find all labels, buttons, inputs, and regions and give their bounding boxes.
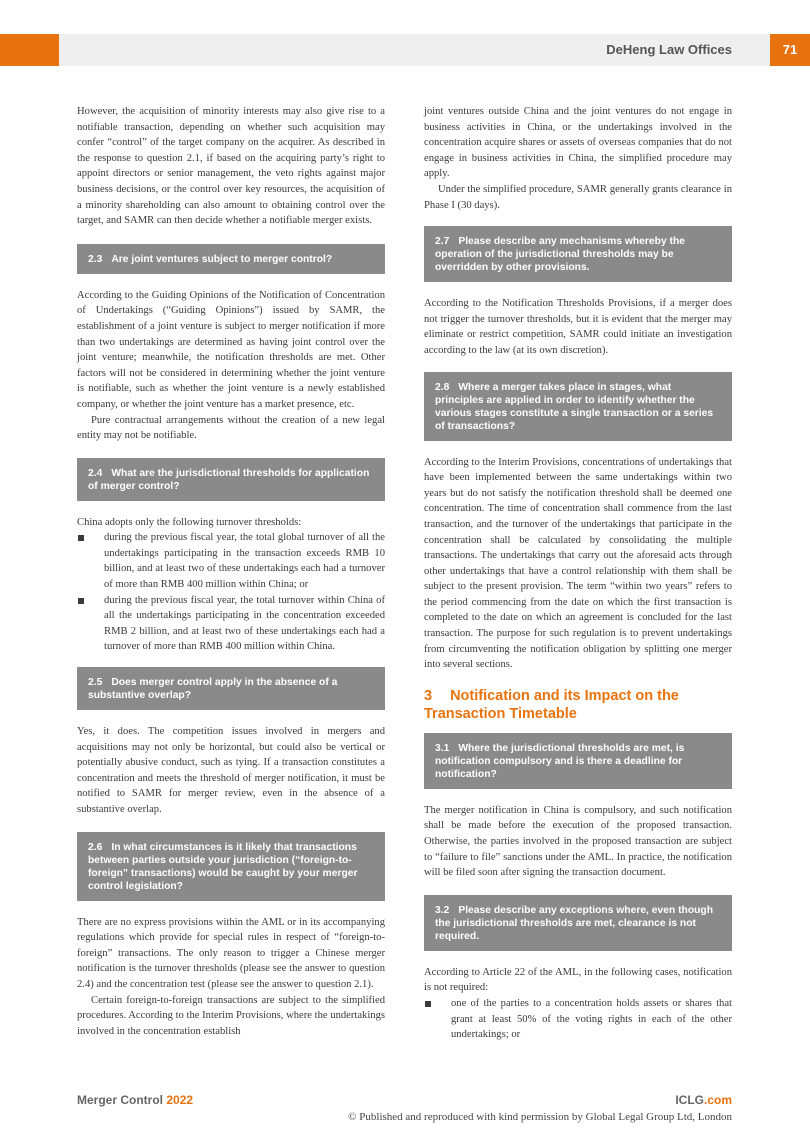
list-item xyxy=(424,996,732,1043)
section-title: Notification and its Impact on the Transaction Timetable xyxy=(424,687,679,722)
question-box-3-1 xyxy=(424,733,732,789)
paragraph: Certain foreign-to-foreign transactions are subject to the simplified procedures. According to the Interim Provisions, where the undertakings involved in the concentration establish xyxy=(77,994,385,1037)
question-text: What are the jurisdictional thresholds for application of merger control? xyxy=(88,467,370,492)
question-box-2-5 xyxy=(77,667,385,710)
question-number: 3.1 xyxy=(435,742,450,754)
question-box-3-2 xyxy=(424,895,732,951)
question-box-2-3 xyxy=(77,244,385,274)
paragraph: The merger notification in China is compulsory, and such notification shall be made before the execution of the proposed transaction. Otherwise, the parties involved in the proposed transaction are subject to “failure to file” sanctions under the AML. In practice, the notification will be filed soon after signing the transaction document. xyxy=(424,804,732,879)
question-box-2-8 xyxy=(424,372,732,441)
question-number: 2.6 xyxy=(88,841,103,853)
bullet-list xyxy=(424,996,732,1043)
paragraph: Pure contractual arrangements without the creation of a new legal entity may not be notifiable. xyxy=(77,414,385,442)
question-box-2-6 xyxy=(77,832,385,901)
paragraph: However, the acquisition of minority interests may also give rise to a notifiable transaction, depending on whether such acquisition may confer “control” of the target company on the acquirer. As described in the response to question 2.1, if based on the acquiring party’s right to appoint directors or senior management, the veto rights against major business decisions, or the control over key resources, the acquisition of a minority shareholding can also amount to obtaining control over the target, and SAMR can then decide whether a notifiable merger exists. xyxy=(77,106,385,227)
section-number: 3 xyxy=(424,687,433,704)
paragraph: Yes, it does. The competition issues involved in mergers and acquisitions may not only be horizontal, but could also be vertical or potentially abusive conduct, such as tying. If a transaction constitutes a concentration and meets the threshold of merger notification, it must be notified to SAMR for merger review, even in the absence of a substantive overlap. xyxy=(77,726,385,815)
paragraph: According to the Notification Thresholds Provisions, if a merger does not trigger the turnover thresholds, but it is evident that the merger may eliminate or restrict competition, SAMR could initiate an investigation according to the law (at its own discretion). xyxy=(424,298,732,356)
paragraph: joint ventures outside China and the joint ventures do not engage in business activities in China, or the undertakings involved in the concentration acquire shares or assets of overseas companies that do not engage in business activities in China, the simplified procedure may apply. xyxy=(424,106,732,180)
question-text: Please describe any exceptions where, even though the jurisdictional thresholds are met, clearance is not required. xyxy=(435,904,713,942)
question-text: Please describe any mechanisms whereby the operation of the jurisdictional thresholds may be overridden by other provisions. xyxy=(435,236,685,274)
question-text: Where the jurisdictional thresholds are met, is notification compulsory and is there a deadline for notification? xyxy=(435,742,685,780)
bullet-marker xyxy=(425,1001,431,1007)
publication-year: 2022 xyxy=(166,1093,194,1107)
question-number: 2.8 xyxy=(435,381,450,393)
question-number: 3.2 xyxy=(435,904,450,916)
question-number: 2.4 xyxy=(88,467,103,479)
list-item xyxy=(77,593,385,655)
site-domain: .com xyxy=(703,1093,732,1107)
list-item xyxy=(77,530,385,592)
bullet-list xyxy=(77,530,385,655)
header-accent-block xyxy=(0,34,59,66)
question-text: Where a merger takes place in stages, what principles are applied in order to identify whether the various stages constitute a single transaction or a series of transactions? xyxy=(435,381,714,432)
bullet-marker xyxy=(78,598,84,604)
publication-title: Merger Control xyxy=(77,1093,164,1107)
question-box-2-7 xyxy=(424,226,732,282)
section-heading-3 xyxy=(424,687,732,723)
paragraph: According to Article 22 of the AML, in the following cases, notification is not required: xyxy=(424,966,732,994)
list-item-text: during the previous fiscal year, the total global turnover of all the undertakings participating in the transaction exceeds RMB 10 billion, and at least two of these undertakings each had a turnover of more than RMB 400 million within China; or xyxy=(104,532,385,591)
paragraph: Under the simplified procedure, SAMR generally grants clearance in Phase I (30 days). xyxy=(424,183,732,211)
footer-publication xyxy=(77,1093,193,1107)
question-number: 2.3 xyxy=(88,253,103,265)
question-number: 2.5 xyxy=(88,677,103,689)
site-name: ICLG xyxy=(675,1093,704,1107)
paragraph: According to the Guiding Opinions of the Notification of Concentration of Undertakings (“Guiding Opinions”) issued by SAMR, the establishment of a joint venture is subject to merger notification if more than two undertakings are determined as having joint control over the joint venture; meanwhile, the notification thresholds are met. Other factors will not be considered in determining whether the joint venture is notifiable, such as whether the joint venture is a newly established company, or whether the joint venture has a market presence, etc. xyxy=(77,289,385,410)
list-item-text: during the previous fiscal year, the total turnover within China of all the undertakings participating in the concentration exceeded RMB 2 billion, and at least two of these undertakings each had a turnover of more than RMB 400 million within China. xyxy=(104,594,385,653)
question-text: Are joint ventures subject to merger control? xyxy=(111,253,333,265)
bullet-marker xyxy=(78,535,84,541)
paragraph: There are no express provisions within the AML or in its accompanying regulations which provide for special rules in respect of “foreign-to-foreign” transactions. The only reason to trigger a Chinese merger notification is the turnover thresholds (please see the answer to question 2.4) and the concentration test (please see the answer to question 2.1). xyxy=(77,916,385,990)
question-number: 2.7 xyxy=(435,236,450,248)
question-text: In what circumstances is it likely that transactions between parties outside your jurisdiction (“foreign-to-foreign” transactions) would be caught by your merger control legislation? xyxy=(88,841,358,892)
right-column xyxy=(424,104,732,1043)
question-text: Does merger control apply in the absence of a substantive overlap? xyxy=(88,677,338,702)
paragraph: China adopts only the following turnover thresholds: xyxy=(77,516,302,528)
question-box-2-4 xyxy=(77,458,385,501)
paragraph: According to the Interim Provisions, concentrations of undertakings that have been implemented between the same undertakings within two years but do not satisfy the notification threshold shall be deemed one concentration. The time of concentration shall commence from the last transaction, and the turnover of the undertakings that participate in the concentration shall be calculated by consolidating the multiple transactions. The undertakings that carry out the aforesaid acts through other undertakings that have a control relationship with them shall be subject to the present provision. The term “within two years” refers to the period commencing from the date on which the first transaction is completed to the date on which an agreement is concluded for the last transaction. The purpose for such regulation is to prevent undertakings from circumventing the notification obligation by splitting one merger into several sections. xyxy=(424,456,732,671)
page-number: 71 xyxy=(770,34,810,66)
copyright-credit: © Published and reproduced with kind permission by Global Legal Group Ltd, London xyxy=(348,1111,732,1123)
firm-name: DeHeng Law Offices xyxy=(606,42,732,57)
left-column xyxy=(77,104,385,1039)
list-item-text: one of the parties to a concentration holds assets or shares that grant at least 50% of the voting rights in each of the other undertakings; or xyxy=(451,998,732,1041)
footer-site xyxy=(675,1093,732,1107)
page-header xyxy=(0,34,810,66)
